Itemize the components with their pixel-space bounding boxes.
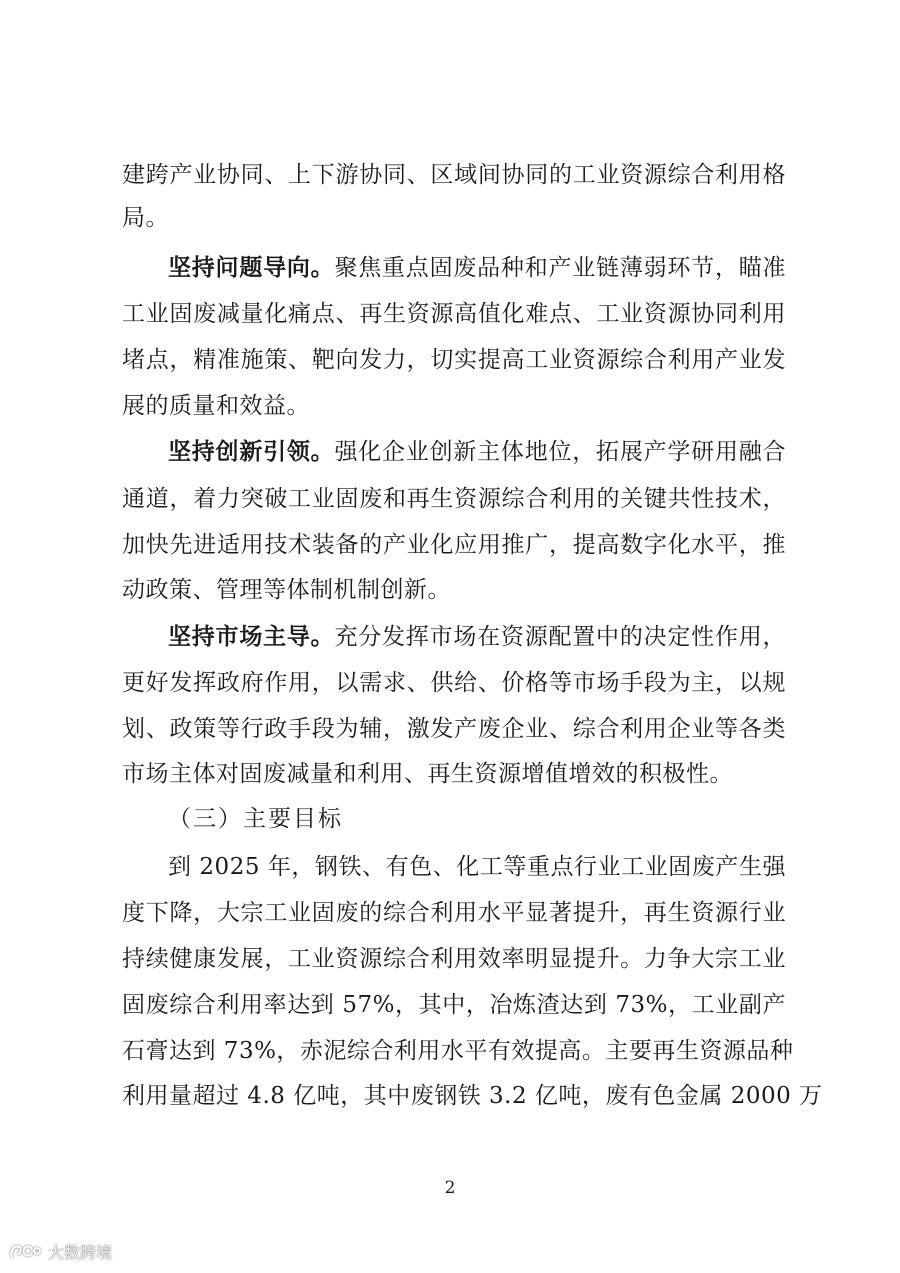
principle-title: 坚持问题导向。 [168, 255, 335, 281]
paragraph-line: 到 2025 年，钢铁、有色、化工等重点行业工业固废产生强 [168, 854, 786, 880]
paragraph-line: 固废综合利用率达到 57%，其中，冶炼渣达到 73%，工业副产 [122, 992, 786, 1018]
principle-title: 坚持创新引领。 [168, 439, 335, 465]
paragraph-line: 堵点，精准施策、靶向发力，切实提高工业资源综合利用产业发 [122, 347, 786, 373]
paragraph-line: 动政策、管理等体制机制创新。 [122, 577, 451, 603]
section-heading: （三）主要目标 [168, 806, 343, 832]
page-number: 2 [444, 1178, 456, 1198]
principle-problem-oriented [168, 253, 786, 283]
paragraph-line: 局。 [122, 205, 169, 231]
paragraph-line: 度下降，大宗工业固废的综合利用水平显著提升，再生资源行业 [122, 900, 786, 926]
watermark-text: 大数跨境 [48, 1243, 113, 1262]
principle-text: 充分发挥市场在资源配置中的决定性作用， [334, 624, 787, 650]
principle-text: 聚焦重点固废品种和产业链薄弱环节，瞄准 [334, 255, 787, 281]
brand-logo-icon [8, 1241, 42, 1263]
paragraph-line: 石膏达到 73%，赤泥综合利用水平有效提高。主要再生资源品种 [122, 1038, 794, 1064]
paragraph-line: 展的质量和效益。 [122, 393, 310, 419]
paragraph-line: 利用量超过 4.8 亿吨，其中废钢铁 3.2 亿吨，废有色金属 2000 万 [122, 1083, 823, 1109]
paragraph-line: 通道，着力突破工业固废和再生资源综合利用的关键共性技术， [122, 486, 786, 512]
paragraph-line: 划、政策等行政手段为辅，激发产废企业、综合利用企业等各类 [122, 716, 786, 742]
paragraph-line: 建跨产业协同、上下游协同、区域间协同的工业资源综合利用格 [122, 162, 786, 188]
paragraph-line: 更好发挥政府作用，以需求、供给、价格等市场手段为主，以规 [122, 670, 786, 696]
paragraph-line: 市场主体对固废减量和利用、再生资源增值增效的积极性。 [122, 761, 733, 787]
principle-market-led [168, 622, 786, 652]
paragraph-line: 工业固废减量化痛点、再生资源高值化难点、工业资源协同利用 [122, 301, 786, 327]
principle-text: 强化企业创新主体地位，拓展产学研用融合 [334, 439, 787, 465]
principle-innovation-led [168, 437, 786, 467]
paragraph-line: 持续健康发展，工业资源综合利用效率明显提升。力争大宗工业 [122, 946, 786, 972]
watermark [8, 1240, 112, 1263]
principle-title: 坚持市场主导。 [168, 624, 335, 650]
paragraph-line: 加快先进适用技术装备的产业化应用推广，提高数字化水平，推 [122, 532, 786, 558]
